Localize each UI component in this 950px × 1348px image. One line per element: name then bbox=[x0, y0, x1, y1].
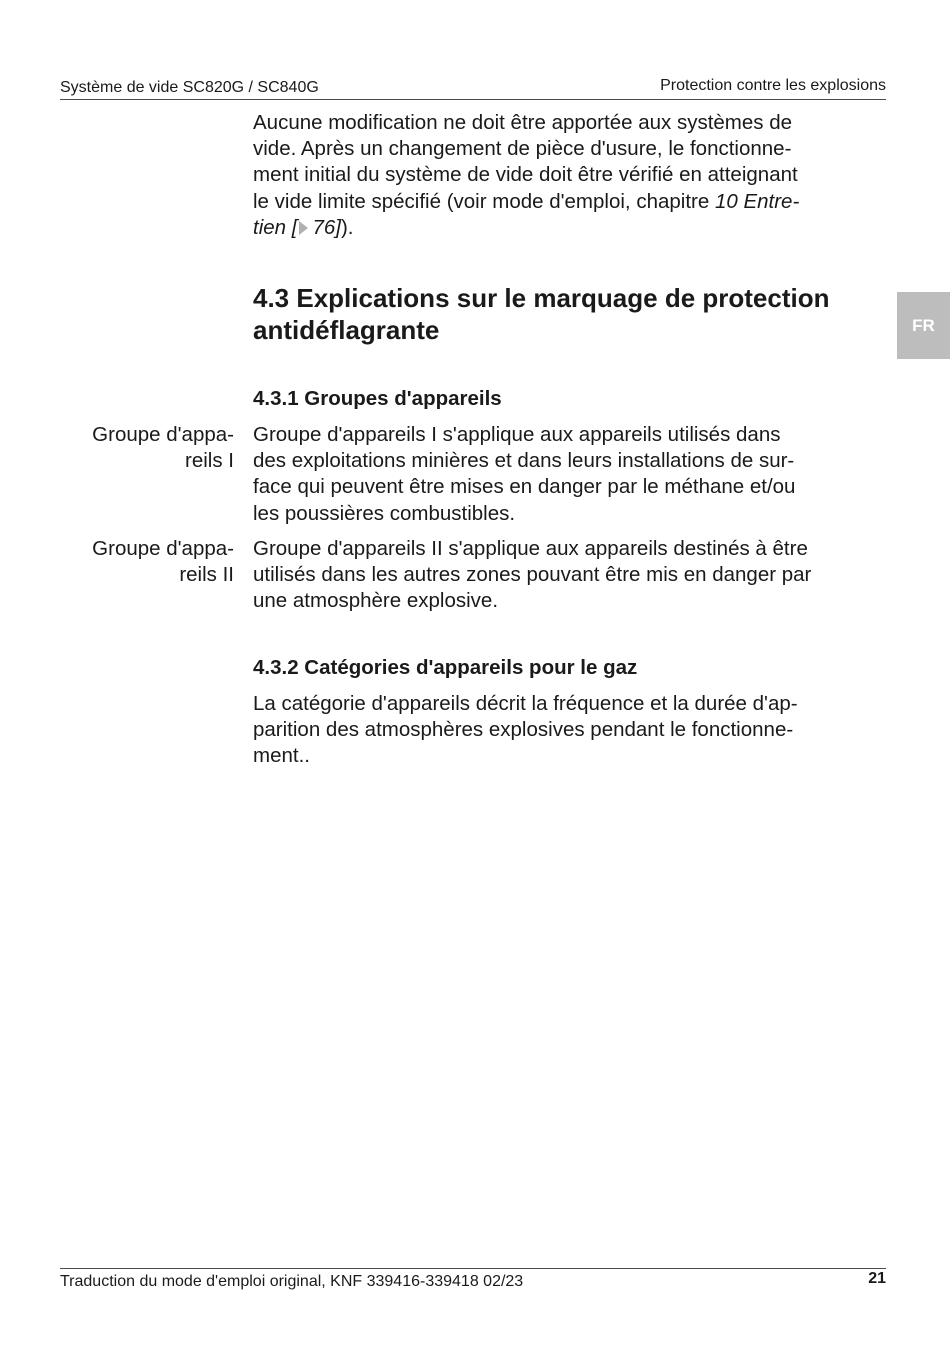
category-paragraph bbox=[253, 691, 873, 770]
intro-line: ment initial du système de vide doit être vérifié en atteignant bbox=[253, 163, 798, 187]
margin-label-line: Groupe d'appa- bbox=[92, 537, 234, 560]
intro-line: vide. Après un changement de pièce d'usure, le fonctionne- bbox=[253, 137, 792, 161]
section-heading-4-3-2: 4.3.2 Catégories d'appareils pour le gaz bbox=[253, 656, 638, 679]
margin-label-line: reils I bbox=[185, 449, 234, 473]
paragraph-line: des exploitations minières et dans leurs installations de sur- bbox=[253, 449, 795, 473]
paragraph-line: une atmosphère explosive. bbox=[253, 589, 499, 613]
page-number: 21 bbox=[868, 1270, 886, 1287]
page-link-arrow-icon bbox=[299, 221, 308, 235]
heading-line: antidéflagrante bbox=[253, 315, 440, 345]
intro-text-end: ). bbox=[340, 215, 354, 239]
header-chapter-title: Protection contre les explosions bbox=[660, 77, 886, 94]
chapter-reference[interactable]: 10 Entre- bbox=[714, 189, 800, 213]
chapter-reference-cont[interactable]: tien [ bbox=[253, 215, 298, 239]
paragraph-line: les poussières combustibles. bbox=[253, 501, 516, 525]
intro-text: le vide limite spécifié (voir mode d'emploi, chapitre bbox=[253, 189, 715, 213]
intro-paragraph bbox=[253, 110, 873, 241]
margin-label-group-2 bbox=[54, 536, 234, 588]
paragraph-line: Groupe d'appareils I s'applique aux appareils utilisés dans bbox=[253, 423, 781, 446]
intro-line: Aucune modification ne doit être apportée aux systèmes de bbox=[253, 111, 793, 134]
footer-document-info: Traduction du mode d'emploi original, KNF 339416-339418 02/23 bbox=[60, 1273, 524, 1290]
paragraph-line: face qui peuvent être mises en danger par le méthane et/ou bbox=[253, 475, 796, 499]
margin-label-line: reils II bbox=[179, 563, 234, 587]
header-divider bbox=[60, 99, 886, 100]
header-document-title: Système de vide SC820G / SC840G bbox=[60, 79, 319, 96]
footer-divider bbox=[60, 1268, 886, 1269]
margin-label-line: Groupe d'appa- bbox=[92, 423, 234, 446]
paragraph-line: La catégorie d'appareils décrit la fréquence et la durée d'ap- bbox=[253, 692, 798, 715]
paragraph-line: utilisés dans les autres zones pouvant être mis en danger par bbox=[253, 563, 812, 587]
paragraph-line: Groupe d'appareils II s'applique aux appareils destinés à être bbox=[253, 537, 808, 560]
intro-line bbox=[253, 189, 873, 215]
section-heading-4-3-1: 4.3.1 Groupes d'appareils bbox=[253, 387, 502, 410]
paragraph-line: ment.. bbox=[253, 744, 310, 768]
margin-label-group-1 bbox=[54, 422, 234, 474]
heading-line: 4.3 Explications sur le marquage de protection bbox=[253, 283, 830, 313]
language-tab: FR bbox=[897, 292, 950, 359]
intro-line bbox=[253, 215, 873, 241]
section-heading-4-3 bbox=[253, 282, 873, 346]
group-2-paragraph bbox=[253, 536, 873, 615]
page-reference[interactable]: 76] bbox=[312, 215, 341, 239]
paragraph-line: parition des atmosphères explosives pendant le fonctionne- bbox=[253, 718, 794, 742]
group-1-paragraph bbox=[253, 422, 873, 527]
